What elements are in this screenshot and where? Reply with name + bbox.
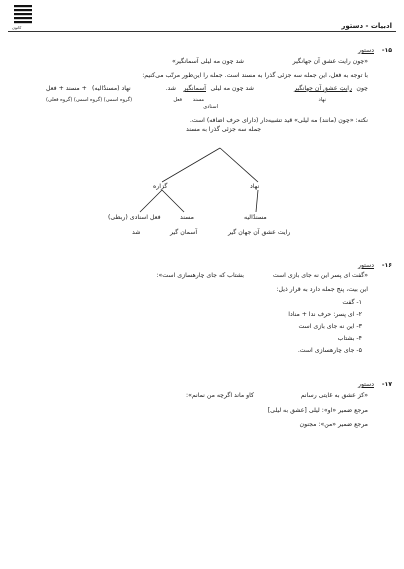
question-15-poem-first: «چون رایت عشق آن جهانگیر xyxy=(292,58,368,65)
question-17-ref-man: مرجع ضمیر «من»: مجنون xyxy=(299,421,368,428)
label-feel: فعل xyxy=(173,97,182,103)
formula-main: نهاد (مسندٌالیه) xyxy=(92,85,131,92)
question-16-topic: دستور xyxy=(358,262,374,269)
tree-root: جمله سه جزئی گذرا به مسند xyxy=(186,126,262,133)
tree-node-feel-asnadi: فعل اسنادی (ربطی) xyxy=(108,214,161,221)
page-title: ادبیات - دستور xyxy=(341,22,392,30)
question-17-topic: دستور xyxy=(358,381,374,388)
sentence-word-shod: شد. xyxy=(165,85,176,92)
question-16-poem-first: «گفت ای پسر این نه جای بازی است xyxy=(272,272,368,279)
question-15-tip: نکته: «چون (مانند) مه لیلی» قید تشبیه‌دار (دارای حرف اضافه) است. xyxy=(189,117,368,124)
tree-node-gozare: گزاره xyxy=(153,183,168,190)
tree-node-asemangir: آسمان گیر xyxy=(170,229,198,236)
question-17-ref-oo: مرجع ضمیر «او»: لیلی [عشق به لیلی] xyxy=(267,407,368,414)
question-17-poem-first: «کز عشق به غایتی رسانم xyxy=(300,392,368,399)
question-16-item-5: ۵- جای چارهسازی است. xyxy=(297,347,362,354)
question-15-note: با توجه به فعل، این جمله سه جزئی گذرا به مسند است. جمله را این‌طور مرتّب می‌کنیم: xyxy=(142,72,368,79)
question-16-poem-second: بشتاب که جای چارهسازی است»: xyxy=(156,272,244,279)
tree-node-mosnadoleyh: مسندٌالیه xyxy=(244,214,267,221)
tree-node-shod: شد xyxy=(132,229,141,236)
question-16-number: ۱۶- xyxy=(381,262,392,269)
question-15-poem-second: شد چون مه لیلی آسمانگیر» xyxy=(171,58,244,65)
label-nahad: نهاد xyxy=(318,97,326,103)
question-16-item-2: ۲- ای پسر: حرف ندا + منادا xyxy=(288,311,362,318)
logo-text: کانون xyxy=(12,25,22,30)
question-16-item-1: ۱- گفت xyxy=(342,299,362,306)
question-17-number: ۱۷- xyxy=(381,381,392,388)
question-16-item-4: ۴- بشتاب xyxy=(337,335,362,342)
question-16-item-3: ۳- این نه جای بازی است xyxy=(298,323,362,330)
question-17-poem-second: کاو ماند اگرچه من نمانم»: xyxy=(186,392,254,399)
tree-node-rayat: رایت عشق آن جهان گیر xyxy=(228,229,291,236)
sentence-word-rayat: رایتِ عشقِ آن جهانگیر xyxy=(293,85,352,92)
sentence-word-mah-leyli: شد چون مه لیلی xyxy=(210,85,254,92)
sentence-word-asemangir: آسمانگیر xyxy=(183,85,206,92)
label-asnadi: اسنادی xyxy=(203,104,218,110)
formula-rest: + مسند + فعل xyxy=(46,85,87,92)
tree-node-nahad: نهاد xyxy=(250,183,260,190)
label-mosnad: مسند xyxy=(192,97,204,103)
formula-groups: (گروه اسمی) (گروه اسمی) (گروه فعلی) xyxy=(46,97,133,103)
sentence-word-chon: چون xyxy=(356,85,368,92)
question-15-topic: دستور xyxy=(358,47,374,54)
question-16-intro: این بیت، پنج جمله دارد به قرار ذیل: xyxy=(276,286,368,293)
question-15-number: ۱۵- xyxy=(381,47,392,54)
tree-node-mosnad: مسند xyxy=(180,214,194,221)
